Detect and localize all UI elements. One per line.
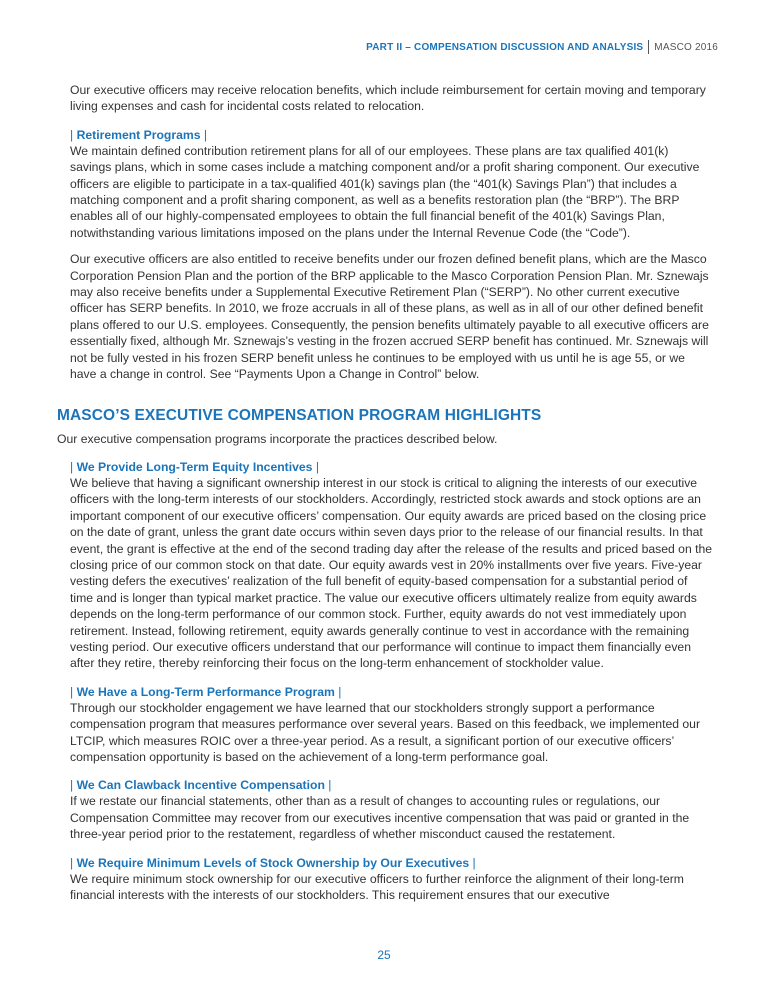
ownership-heading-text: We Require Minimum Levels of Stock Ownership by Our Executives xyxy=(76,855,470,870)
page-body xyxy=(57,82,713,903)
retirement-heading-text: Retirement Programs xyxy=(76,127,201,142)
performance-heading-text: We Have a Long-Term Performance Program xyxy=(76,684,335,699)
clawback-paragraph: If we restate our financial statements, other than as a result of changes to accounting rules or regulations, our Compensation Committee may recover from our executives incentive compensation that was paid or granted in the three-year period prior to the restatement, regardless of whether misconduct caused the restatement. xyxy=(70,794,690,842)
performance-paragraph: Through our stockholder engagement we have learned that our stockholders strongly support a performance compensation program that measures performance over several years. Based on this feedback, we implemented our LTCIP, which measures ROIC over a three-year period. As a result, a significant portion of our executive officers’ compensation opportunity is based on the achievement of a long-term performance goal. xyxy=(70,700,701,764)
relocation-paragraph: Our executive officers may receive relocation benefits, which include reimbursement for certain moving and temporary living expenses and cash for incidental costs related to relocation. xyxy=(70,83,706,114)
equity-heading-text: We Provide Long-Term Equity Incentives xyxy=(76,459,313,474)
highlights-intro: Our executive compensation programs incorporate the practices described below. xyxy=(57,431,498,446)
ownership-heading: | We Require Minimum Levels of Stock Ownership by Our Executives | xyxy=(70,855,476,870)
ownership-paragraph: We require minimum stock ownership for our executive officers to further reinforce the alignment of their long-term financial interests with the interests of our stockholders. This requirement ensures that our executive xyxy=(70,871,684,903)
clawback-heading: | We Can Clawback Incentive Compensation | xyxy=(70,778,332,793)
retirement-paragraph-1: We maintain defined contribution retirement plans for all of our employees. These plans are tax qualified 401(k) savings plans, which in some cases include a matching component and/or a profit sharing component. Our executive officers are eligible to participate in a tax-qualified 401(k) savings plan (the “401(k) Savings Plan”) that includes a matching component and a profit sharing component, as well as a benefits restoration plan (the “BRP”). The BRP enables all of our highly-compensated employees to obtain the full financial benefit of the 401(k) Savings Plan, notwithstanding various limitations imposed on the plans under the Internal Revenue Code (the “Code”). xyxy=(70,143,700,240)
header-section-title: PART II – COMPENSATION DISCUSSION AND ANALYSIS xyxy=(366,41,644,53)
highlights-heading: MASCO’S EXECUTIVE COMPENSATION PROGRAM HIGHLIGHTS xyxy=(57,406,542,424)
retirement-paragraph-2: Our executive officers are also entitled to receive benefits under our frozen defined benefit plans, which are the Masco Corporation Pension Plan and the portion of the BRP applicable to the Masco Corporation Pension Plan. Mr. Sznewajs may also receive benefits under a Supplemental Executive Retirement Plan (“SERP”). No other current executive officer has SERP benefits. In 2010, we froze accruals in all of these plans, as well as in all of our other defined benefit plans offered to our U.S. employees. Consequently, the pension benefits ultimately payable to all executive officers are essentially fixed, although Mr. Sznewajs’s vesting in the frozen accrued SERP benefit has continued. Mr. Sznewajs will not be fully vested in his frozen SERP benefit unless he continues to be employed with us until he is age 55, or we have a change in control. See “Payments Upon a Change in Control” below. xyxy=(70,252,709,382)
performance-heading: | We Have a Long-Term Performance Program | xyxy=(70,684,342,699)
header-brand: MASCO 2016 xyxy=(654,41,718,53)
retirement-heading: | Retirement Programs | xyxy=(70,127,208,142)
equity-heading: | We Provide Long-Term Equity Incentives | xyxy=(70,459,320,474)
running-header xyxy=(366,40,718,54)
clawback-heading-text: We Can Clawback Incentive Compensation xyxy=(76,778,325,793)
equity-paragraph: We believe that having a significant ownership interest in our stock is critical to aligning the interests of our executive officers with the long-term interests of our stockholders. Accordingly, restricted stock awards and stock options are an important component of our executive officers’ compensation. Our equity awards are priced based on the closing price on the date of grant, unless the grant date occurs within seven days prior to the release of our financial results. In that event, the grant is effective at the end of the second trading day after the release of the results and priced based on the closing price of our common stock on that date. Our equity awards vest in 20% installments over five years. Five-year vesting defers the executives’ realization of the full benefit of equity-based compensation for a substantial period of time and is longer than typical market practice. The value our executive officers ultimately realize from equity awards depends on the long-term performance of our common stock. Further, equity awards do not vest immediately upon retirement. Instead, following retirement, equity awards generally continue to vest in accordance with the remaining vesting period. Our executive officers understand that our performance will continue to impact them financially even after they retire, thereby reinforcing their focus on the long-term enhancement of stockholder value. xyxy=(70,475,713,671)
page-number: 25 xyxy=(377,948,391,962)
header-divider xyxy=(648,40,649,54)
